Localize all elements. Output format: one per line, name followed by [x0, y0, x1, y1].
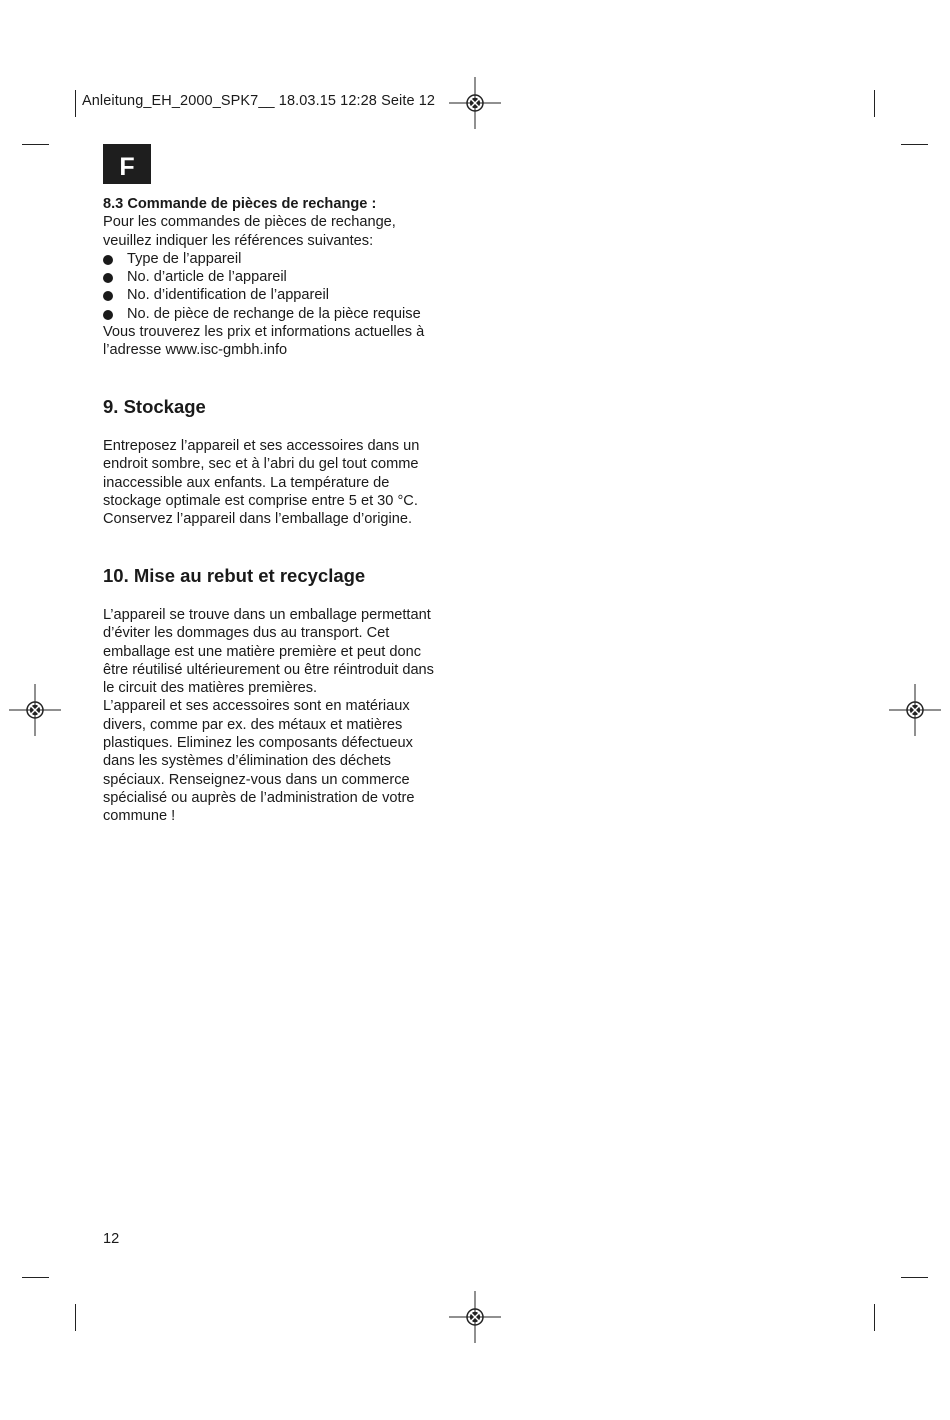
paragraph-line: spéciaux. Renseignez-vous dans un commerce: [103, 771, 410, 788]
paragraph-line: commune !: [103, 808, 176, 825]
page-number: 12: [103, 1231, 120, 1247]
crop-mark: [75, 90, 76, 117]
section-heading-storage: 9. Stockage: [103, 396, 206, 417]
paragraph-line: Conservez l’appareil dans l’emballage d’origine.: [103, 511, 413, 528]
crop-mark: [901, 144, 928, 145]
registration-mark-icon: [449, 1291, 501, 1343]
bullet-icon: [103, 291, 113, 301]
section-disposal-body: [103, 606, 463, 826]
bullet-icon: [103, 255, 113, 265]
paragraph-line: L’appareil et ses accessoires sont en matériaux: [103, 698, 410, 715]
list-item-text: No. de pièce de rechange de la pièce requise: [127, 305, 421, 322]
paragraph-line: spécialisé ou auprès de l’administration de votre: [103, 789, 415, 806]
paragraph-line: l’adresse www.isc-gmbh.info: [103, 342, 288, 359]
paragraph-line: L’appareil se trouve dans un emballage permettant: [103, 607, 431, 623]
paragraph-line: divers, comme par ex. des métaux et matières: [103, 716, 403, 733]
list-item-text: No. d’identification de l’appareil: [127, 287, 330, 304]
language-badge: F: [103, 144, 151, 184]
registration-mark-icon: [889, 684, 941, 736]
section-storage-body: [103, 437, 463, 528]
bullet-icon: [103, 273, 113, 283]
paragraph-line: le circuit des matières premières.: [103, 680, 318, 697]
paragraph-line: être réutilisé ultérieurement ou être réintroduit dans: [103, 661, 434, 678]
paragraph-line: inaccessible aux enfants. La température de: [103, 474, 390, 491]
crop-mark: [874, 1304, 875, 1331]
paragraph-line: stockage optimale est comprise entre 5 et 30 °C.: [103, 492, 418, 509]
list-item: [103, 250, 463, 268]
paragraph-line: Entreposez l’appareil et ses accessoires dans un: [103, 438, 420, 454]
crop-mark: [901, 1277, 928, 1278]
paragraph-line: Vous trouverez les prix et informations actuelles à: [103, 324, 425, 341]
section-spare-parts: [103, 195, 463, 360]
crop-mark: [75, 1304, 76, 1331]
registration-mark-icon: [9, 684, 61, 736]
crop-mark: [22, 1277, 49, 1278]
section-heading-disposal: 10. Mise au rebut et recyclage: [103, 565, 366, 586]
paragraph-line: plastiques. Eliminez les composants défectueux: [103, 735, 413, 752]
bullet-icon: [103, 310, 113, 320]
reference-list: [103, 250, 463, 323]
list-item: [103, 305, 463, 323]
list-item-text: Type de l’appareil: [127, 250, 242, 267]
list-item: [103, 286, 463, 304]
crop-mark: [22, 144, 49, 145]
print-slug: Anleitung_EH_2000_SPK7__ 18.03.15 12:28 Seite 12: [82, 93, 436, 109]
paragraph-line: endroit sombre, sec et à l’abri du gel tout comme: [103, 456, 419, 473]
paragraph-line: veuillez indiquer les références suivantes:: [103, 232, 374, 249]
list-item-text: No. d’article de l’appareil: [127, 269, 287, 286]
paragraph-line: Pour les commandes de pièces de rechange,: [103, 214, 396, 231]
crop-mark: [874, 90, 875, 117]
list-item: [103, 268, 463, 286]
paragraph-line: emballage est une matière première et peut donc: [103, 643, 422, 660]
section-heading: 8.3 Commande de pièces de rechange :: [103, 196, 377, 212]
registration-mark-icon: [449, 77, 501, 129]
paragraph-line: dans les systèmes d’élimination des déchets: [103, 753, 391, 770]
paragraph-line: d’éviter les dommages dus au transport. Cet: [103, 625, 390, 642]
